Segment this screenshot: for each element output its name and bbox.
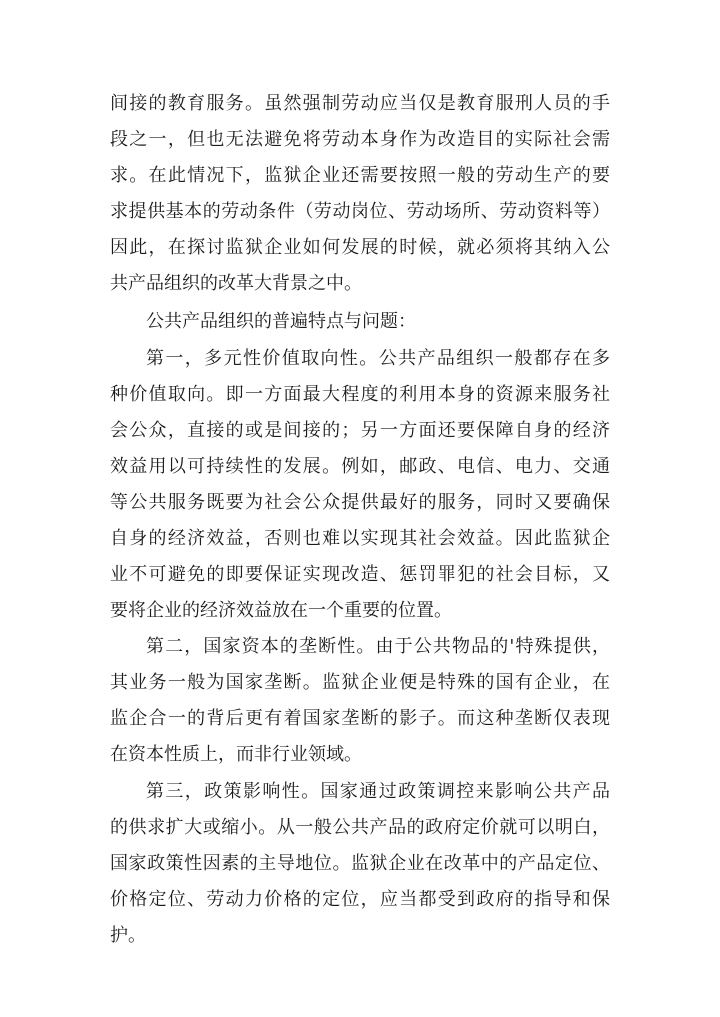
text-line: 国家政策性因素的主导地位。监狱企业在改革中的产品定位、 <box>110 853 610 874</box>
text-line: 等公共服务既要为社会公众提供最好的服务，同时又要确保 <box>110 492 610 513</box>
text-line: 在资本性质上，而非行业领域。 <box>110 744 362 765</box>
text-line: 第三，政策影响性。国家通过政策调控来影响公共产品 <box>146 781 610 802</box>
text-line: 价格定位、劳动力价格的定位，应当都受到政府的指导和保 <box>110 889 610 910</box>
text-line: 要将企业的经济效益放在一个重要的位置。 <box>110 600 452 621</box>
text-line: 护。 <box>110 925 146 946</box>
text-line: 共产品组织的改革大背景之中。 <box>110 273 362 294</box>
text-line: 的供求扩大或缩小。从一般公共产品的政府定价就可以明白， <box>110 817 610 838</box>
text-line: 业不可避免的即要保证实现改造、惩罚罪犯的社会目标，又 <box>110 564 610 585</box>
text-line: 会公众，直接的或是间接的；另一方面还要保障自身的经济 <box>110 420 610 441</box>
text-line: 求。在此情况下，监狱企业还需要按照一般的劳动生产的要 <box>110 165 610 186</box>
text-line: 因此，在探讨监狱企业如何发展的时候，就必须将其纳入公 <box>110 237 610 258</box>
text-line: 其业务一般为国家垄断。监狱企业便是特殊的国有企业，在 <box>110 672 610 693</box>
text-line: 监企合一的背后更有着国家垄断的影子。而这种垄断仅表现 <box>110 708 610 729</box>
text-line: 求提供基本的劳动条件（劳动岗位、劳动场所、劳动资料等） <box>110 201 610 222</box>
text-line: 种价值取向。即一方面最大程度的利用本身的资源来服务社 <box>110 384 610 405</box>
section-heading: 公共产品组织的普遍特点与问题： <box>146 311 416 332</box>
text-line: 效益用以可持续性的发展。例如，邮政、电信、电力、交通 <box>110 456 610 477</box>
text-line: 第一，多元性价值取向性。公共产品组织一般都存在多 <box>146 348 610 369</box>
text-line: 自身的经济效益，否则也难以实现其社会效益。因此监狱企 <box>110 528 610 549</box>
text-line: 第二，国家资本的垄断性。由于公共物品的'特殊提供， <box>146 636 610 657</box>
text-line: 段之一，但也无法避免将劳动本身作为改造目的实际社会需 <box>110 129 610 150</box>
text-line: 间接的教育服务。虽然强制劳动应当仅是教育服刑人员的手 <box>110 93 610 114</box>
